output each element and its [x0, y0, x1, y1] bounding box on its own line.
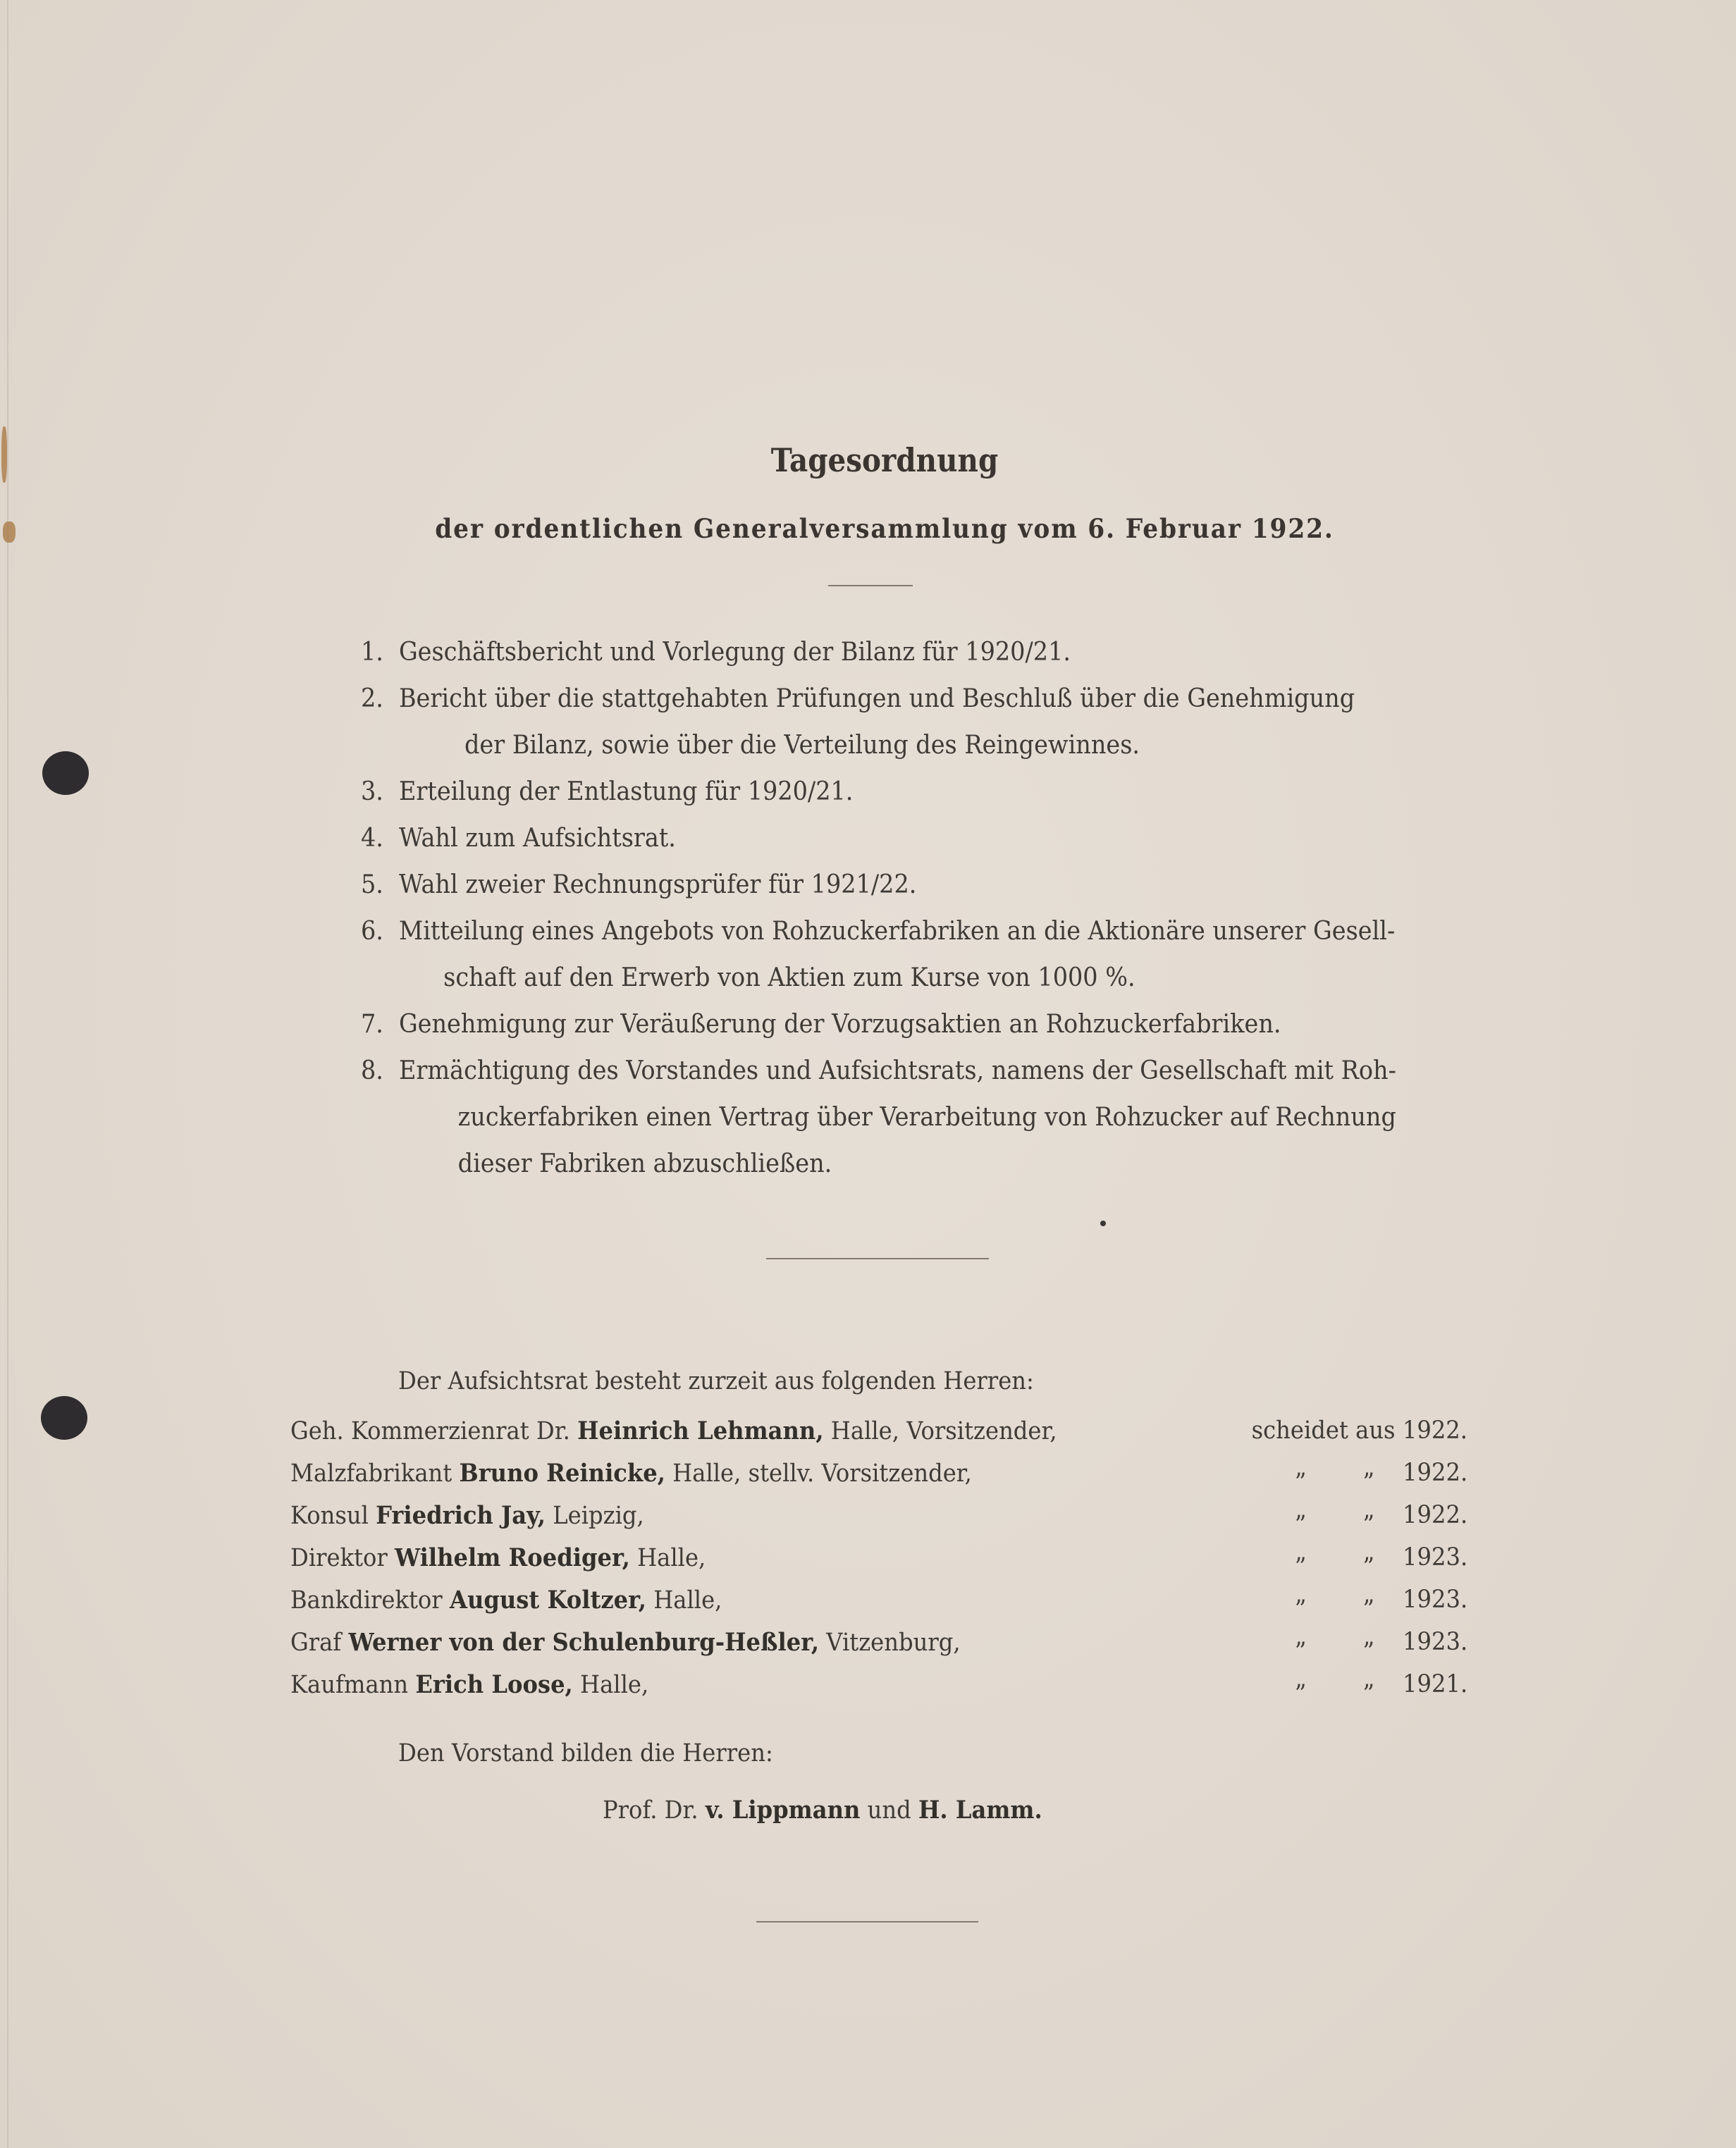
board-member [290, 1416, 1467, 1459]
ditto-mark: ” [1294, 1595, 1307, 1624]
binding-stain [1, 426, 7, 483]
agenda-item-number: 3. [361, 777, 383, 806]
divider [756, 1921, 978, 1922]
member-details: Halle, [637, 1544, 706, 1572]
agenda-item-text-continued: dieser Fabriken abzuschließen. [457, 1149, 832, 1178]
agenda-item-text-continued: der Bilanz, sowie über die Verteilung des Reingewinnes. [464, 731, 1140, 760]
member-title: Graf [290, 1629, 342, 1657]
member-title: Direktor [290, 1544, 388, 1572]
agenda-item-text: Erteilung der Entlastung für 1920/21. [398, 777, 854, 806]
agenda-item-text: Geschäftsbericht und Vorlegung der Bilanz für 1920/21. [398, 638, 1071, 667]
agenda-list [361, 629, 1436, 1187]
ditto-mark: ” [1362, 1680, 1374, 1708]
agenda-item-number: 1. [361, 638, 383, 667]
member-details: Halle, stellv. Vorsitzender, [672, 1459, 972, 1488]
member-name: Erich Loose, [415, 1670, 573, 1699]
ink-speck [1100, 1221, 1106, 1226]
retires-label: scheidet aus [1251, 1416, 1396, 1445]
management-member-name: v. Lippmann [705, 1796, 861, 1825]
agenda-item [361, 769, 1436, 815]
punch-hole [41, 1396, 87, 1440]
punch-hole [42, 751, 89, 795]
ditto-mark: ” [1294, 1469, 1307, 1497]
board-member [290, 1543, 1467, 1586]
agenda-item [361, 629, 1436, 676]
member-name: Wilhelm Roediger, [395, 1543, 630, 1572]
divider [828, 585, 913, 586]
member-title: Kaufmann [290, 1671, 409, 1699]
member-name: Werner von der Schulenburg-Heßler, [348, 1628, 820, 1657]
retirement-year: 1921. [1403, 1670, 1468, 1698]
agenda-item-text: Mitteilung eines Angebots von Rohzuckerfabriken an die Aktionäre unserer Gesell- [398, 917, 1396, 946]
member-title: Konsul [290, 1502, 369, 1530]
document-title: Tagesordnung [770, 441, 999, 479]
agenda-item-number: 5. [361, 870, 383, 899]
divider [766, 1258, 989, 1259]
member-title: Malzfabrikant [290, 1459, 453, 1488]
retirement-year: 1923. [1403, 1628, 1468, 1656]
agenda-item [361, 815, 1436, 862]
agenda-item [361, 676, 1436, 769]
agenda-item [361, 1048, 1436, 1187]
management-board-intro: Den Vorstand bilden die Herren: [398, 1739, 773, 1767]
management-prefix: Prof. Dr. [603, 1796, 698, 1825]
member-name: Friedrich Jay, [376, 1501, 546, 1530]
ditto-mark: ” [1362, 1595, 1374, 1624]
ditto-mark: ” [1362, 1511, 1374, 1539]
agenda-item [361, 908, 1436, 1001]
binding-stain [3, 521, 16, 543]
member-name: August Koltzer, [449, 1586, 646, 1615]
member-title: Geh. Kommerzienrat Dr. [290, 1417, 570, 1445]
member-details: Halle, Vorsitzender, [830, 1417, 1057, 1445]
ditto-mark: ” [1362, 1638, 1374, 1666]
agenda-item-text: Wahl zweier Rechnungsprüfer für 1921/22. [398, 870, 917, 899]
ditto-mark: ” [1294, 1680, 1307, 1708]
retirement-year: 1923. [1403, 1586, 1468, 1614]
agenda-item-number: 7. [361, 1010, 383, 1039]
board-member [290, 1670, 1467, 1712]
supervisory-board-intro: Der Aufsichtsrat besteht zurzeit aus folgenden Herren: [398, 1367, 1034, 1395]
member-details: Halle, [580, 1671, 649, 1699]
member-details: Vitzenburg, [826, 1629, 961, 1657]
ditto-mark: ” [1362, 1469, 1374, 1497]
retirement-year: 1922. [1403, 1416, 1468, 1445]
agenda-item-number: 6. [361, 917, 383, 946]
agenda-item-text-continued: schaft auf den Erwerb von Aktien zum Kurse von 1000 %. [443, 963, 1135, 992]
ditto-mark: ” [1294, 1638, 1307, 1666]
agenda-item-text: Genehmigung zur Veräußerung der Vorzugsaktien an Rohzuckerfabriken. [398, 1010, 1281, 1039]
agenda-item-text: Bericht über die stattgehabten Prüfungen und Beschluß über die Genehmigung [398, 684, 1355, 713]
member-title: Bankdirektor [290, 1586, 443, 1615]
agenda-item [361, 862, 1436, 908]
ditto-mark: ” [1362, 1553, 1374, 1581]
agenda-item-number: 2. [361, 684, 383, 713]
management-board-members [603, 1796, 1042, 1825]
retirement-year: 1922. [1403, 1459, 1468, 1487]
member-details: Halle, [653, 1586, 722, 1615]
retirement-year: 1922. [1403, 1501, 1468, 1529]
agenda-item-text-continued: zuckerfabriken einen Vertrag über Verarbeitung von Rohzucker auf Rechnung [457, 1103, 1396, 1132]
member-name: Heinrich Lehmann, [577, 1416, 824, 1445]
retirement-year: 1923. [1403, 1543, 1468, 1572]
agenda-item-number: 4. [361, 824, 383, 853]
ditto-mark: ” [1294, 1553, 1307, 1581]
agenda-item-number: 8. [361, 1056, 383, 1085]
board-member [290, 1586, 1467, 1628]
member-name: Bruno Reinicke, [459, 1459, 665, 1488]
management-member-name: H. Lamm. [918, 1796, 1042, 1825]
page-edge [7, 0, 8, 2148]
agenda-item [361, 1001, 1436, 1048]
agenda-item-text: Ermächtigung des Vorstandes und Aufsichtsrats, namens der Gesellschaft mit Roh- [398, 1056, 1396, 1085]
document-subtitle: der ordentlichen Generalversammlung vom 6. Februar 1922. [435, 513, 1334, 544]
management-conjunction: und [867, 1796, 911, 1825]
member-details: Leipzig, [553, 1502, 644, 1530]
board-member [290, 1501, 1467, 1543]
board-member [290, 1628, 1467, 1670]
supervisory-board-list [290, 1416, 1467, 1712]
ditto-mark: ” [1294, 1511, 1307, 1539]
board-member [290, 1459, 1467, 1501]
agenda-item-text: Wahl zum Aufsichtsrat. [398, 824, 676, 853]
